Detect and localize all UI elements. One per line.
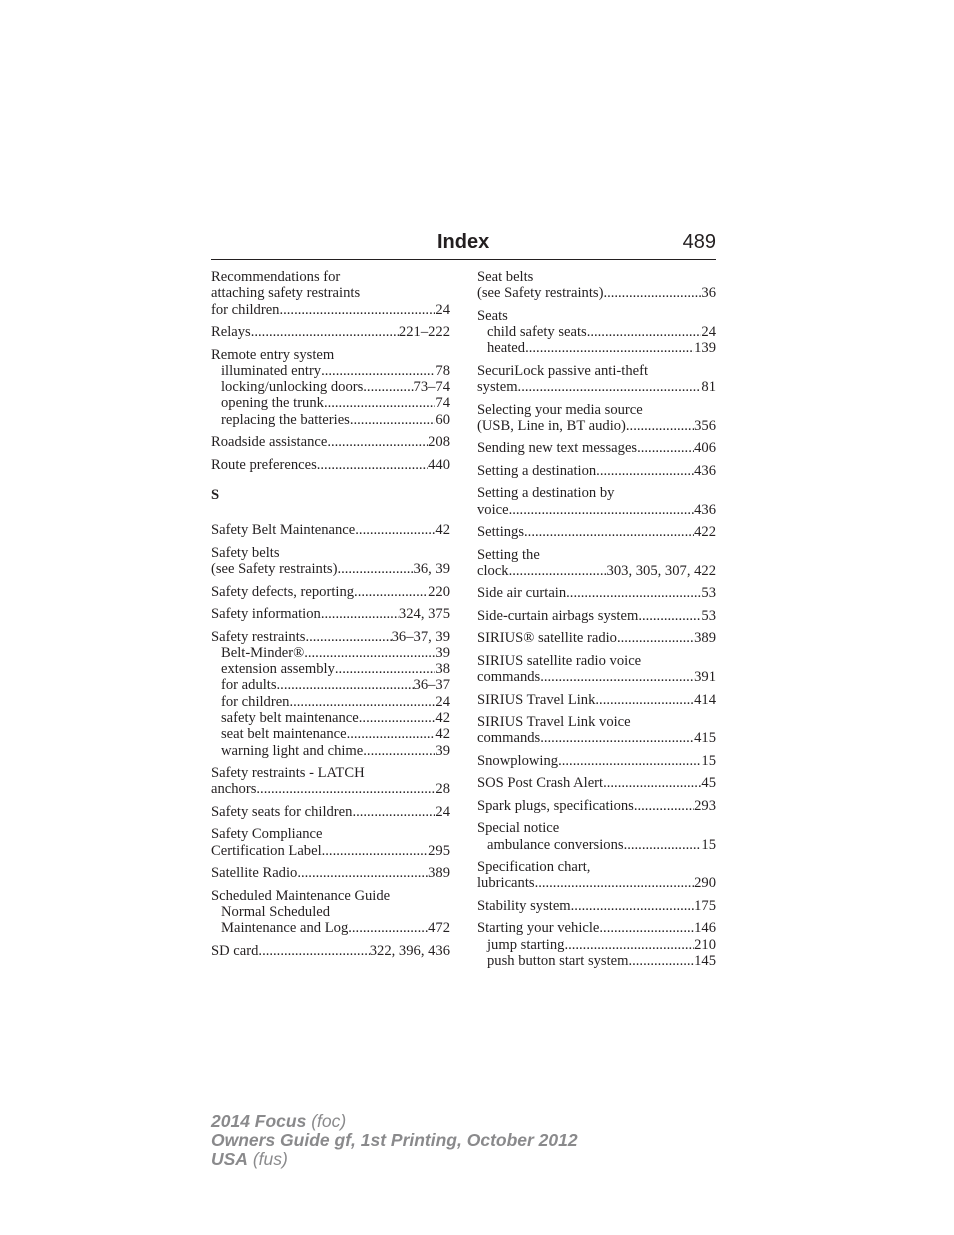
footer-model-code: (foc): [306, 1111, 347, 1131]
index-subentry: [211, 726, 450, 742]
entry-text: for children: [211, 301, 280, 318]
page-reference: 290: [694, 875, 716, 892]
index-subentry: [211, 379, 450, 395]
page-reference: 24: [435, 803, 450, 820]
entry-text: Safety Belt Maintenance: [211, 522, 356, 539]
page-reference: 208: [428, 434, 450, 451]
entry-text: Safety Compliance: [211, 826, 323, 843]
entry-text: for children: [221, 693, 290, 710]
index-entry-line: [211, 584, 450, 600]
index-subentry: [477, 837, 716, 853]
page-reference: 24: [435, 693, 450, 710]
index-entry-line: [477, 630, 716, 646]
dot-leader: [279, 302, 435, 318]
index-subentry: [211, 395, 450, 411]
dot-leader: [337, 561, 413, 577]
entry-text: push button start system: [487, 953, 629, 970]
entry-text: (see Safety restraints): [477, 285, 604, 302]
index-entry: [211, 522, 450, 538]
entry-text: seat belt maintenance: [221, 726, 347, 743]
index-entry-line: [211, 865, 450, 881]
entry-text: Safety belts: [211, 544, 280, 561]
page-reference: 406: [694, 440, 716, 457]
index-entry: [211, 584, 450, 600]
dot-leader: [297, 865, 428, 881]
index-subentry: [211, 412, 450, 428]
page-reference: 422: [694, 524, 716, 541]
page-reference: 324, 375: [398, 606, 450, 623]
entry-text: Side air curtain: [477, 585, 567, 602]
index-entry: [211, 943, 450, 959]
entry-text: child safety seats: [487, 324, 587, 341]
dot-leader: [566, 585, 701, 601]
entry-text: (USB, Line in, BT audio): [477, 417, 626, 434]
dot-leader: [305, 629, 391, 645]
entry-text: commands: [477, 730, 541, 747]
index-letter-heading: S: [211, 487, 220, 504]
index-entry-line: [477, 363, 716, 379]
index-entry: [477, 308, 716, 357]
entry-text: SecuriLock passive anti-theft: [477, 362, 649, 379]
entry-text: Setting the: [477, 546, 540, 563]
dot-leader: [354, 584, 428, 600]
entry-text: safety belt maintenance: [221, 710, 359, 727]
dot-leader: [363, 379, 413, 395]
index-entry-line: [477, 608, 716, 624]
dot-leader: [347, 726, 436, 742]
page-reference: 73–74: [413, 379, 450, 396]
dot-leader: [524, 524, 694, 540]
entry-text: opening the trunk: [221, 395, 324, 412]
dot-leader: [335, 661, 436, 677]
dot-leader: [540, 730, 694, 746]
index-entry-line: [211, 606, 450, 622]
page-reference: 15: [701, 752, 716, 769]
page-reference: 145: [694, 953, 716, 970]
index-entry-line: [211, 826, 450, 842]
dot-leader: [321, 606, 399, 622]
page-reference: 389: [428, 865, 450, 882]
page-reference: 440: [428, 456, 450, 473]
index-entry-line: [477, 547, 716, 563]
dot-leader: [628, 953, 694, 969]
index-entry-line: [477, 524, 716, 540]
entry-text: anchors: [211, 781, 257, 798]
dot-leader: [624, 837, 702, 853]
index-entry-line: [211, 888, 450, 904]
index-entry-line: [477, 402, 716, 418]
entry-text: Setting a destination: [477, 462, 597, 479]
index-entry-line: [211, 765, 450, 781]
index-entry: [477, 859, 716, 892]
index-entry-line: [211, 561, 450, 577]
index-entry-line: [477, 463, 716, 479]
dot-leader: [638, 608, 701, 624]
dot-leader: [256, 781, 435, 797]
entry-text: SOS Post Crash Alert: [477, 775, 604, 792]
index-entry-line: [477, 418, 716, 434]
entry-text: Safety defects, reporting: [211, 583, 355, 600]
index-subentry: [211, 661, 450, 677]
entry-text: Spark plugs, specifications: [477, 797, 634, 814]
entry-text: jump starting: [487, 936, 565, 953]
index-subentry: [477, 324, 716, 340]
dot-leader: [317, 457, 428, 473]
footer-line-market: [211, 1150, 578, 1169]
index-entry: [477, 269, 716, 302]
index-entry: [477, 585, 716, 601]
dot-leader: [251, 324, 399, 340]
dot-leader: [352, 804, 435, 820]
entry-text: warning light and chime: [221, 742, 364, 759]
index-entry: [211, 434, 450, 450]
index-entry-line: [477, 669, 716, 685]
entry-text: Route preferences: [211, 456, 317, 473]
index-entry-line: [211, 347, 450, 363]
entry-text: Seats: [477, 307, 508, 324]
footer-line-edition: [211, 1131, 578, 1150]
index-entry-line: [477, 798, 716, 814]
page-reference: 436: [694, 501, 716, 518]
entry-text: Snowplowing: [477, 752, 559, 769]
entry-text: voice: [477, 501, 509, 518]
index-entry: [211, 629, 450, 759]
index-subentry: [211, 363, 450, 379]
footer-model: 2014 Focus: [211, 1111, 307, 1131]
entry-text: heated: [487, 340, 526, 357]
entry-text: attaching safety restraints: [211, 285, 361, 302]
index-entry-line: [477, 775, 716, 791]
page-reference: 24: [435, 301, 450, 318]
entry-text: Relays: [211, 324, 251, 341]
index-entry-line: [477, 285, 716, 301]
dot-leader: [626, 418, 694, 434]
index-entry-line: [211, 434, 450, 450]
index-entry-line: [477, 379, 716, 395]
index-entry-line: [211, 943, 450, 959]
page-reference: 39: [435, 742, 450, 759]
index-entry: [477, 775, 716, 791]
page-reference: 28: [435, 781, 450, 798]
dot-leader: [540, 669, 694, 685]
page-reference: 74: [435, 395, 450, 412]
index-entry-line: [477, 730, 716, 746]
index-entry: [477, 608, 716, 624]
dot-leader: [348, 920, 428, 936]
entry-text: Special notice: [477, 820, 560, 837]
entry-text: Setting a destination by: [477, 485, 615, 502]
index-entry: [477, 547, 716, 580]
footer-market: USA: [211, 1149, 248, 1169]
index-entry: [477, 753, 716, 769]
entry-text: replacing the batteries: [221, 411, 350, 428]
entry-text: Sending new text messages: [477, 440, 638, 457]
entry-text: SIRIUS satellite radio voice: [477, 652, 642, 669]
page-reference: 414: [694, 691, 716, 708]
dot-leader: [525, 340, 694, 356]
index-entry-line: [477, 820, 716, 836]
page-reference: 391: [694, 669, 716, 686]
entry-text: Seat belts: [477, 269, 534, 285]
dot-leader: [558, 753, 701, 769]
entry-text: system: [477, 379, 518, 396]
index-entry: [477, 898, 716, 914]
page-reference: 472: [428, 920, 450, 937]
entry-text: commands: [477, 669, 541, 686]
index-entry-line: [477, 269, 716, 285]
index-entry-line: [211, 324, 450, 340]
index-entry-line: [477, 714, 716, 730]
index-entry: [477, 798, 716, 814]
page-reference: 81: [701, 379, 716, 396]
entry-text: Stability system: [477, 897, 571, 914]
entry-text: Side-curtain airbags system: [477, 607, 639, 624]
entry-text: illuminated entry: [221, 362, 322, 379]
page-reference: 36: [701, 285, 716, 302]
index-entry: [477, 653, 716, 686]
index-entry-line: [477, 485, 716, 501]
entry-text: Starting your vehicle: [477, 920, 600, 937]
footer-market-code: (fus): [247, 1149, 288, 1169]
index-subentry: [211, 645, 450, 661]
page-reference: 42: [435, 710, 450, 727]
entry-text: Maintenance and Log: [221, 920, 349, 937]
dot-leader: [518, 379, 702, 395]
entry-text: Roadside assistance: [211, 434, 328, 451]
dot-leader: [603, 775, 701, 791]
dot-leader: [359, 710, 436, 726]
page-reference: 303, 305, 307, 422: [606, 562, 716, 579]
index-entry-line: [477, 653, 716, 669]
dot-leader: [363, 743, 435, 759]
footer-edition: Owners Guide gf, 1st Printing, October 2012: [211, 1130, 578, 1150]
index-entry-line: [211, 522, 450, 538]
page-reference: 175: [694, 897, 716, 914]
index-entry: [211, 804, 450, 820]
dot-leader: [327, 434, 428, 450]
page-reference: 53: [701, 585, 716, 602]
entry-text: ambulance conversions: [487, 836, 624, 853]
entry-text: Safety information: [211, 606, 321, 623]
dot-leader: [324, 395, 435, 411]
index-entry: [477, 463, 716, 479]
index-entry: [477, 714, 716, 747]
index-entry-line: [477, 859, 716, 875]
index-subentry: [211, 920, 450, 936]
entry-text: SIRIUS Travel Link voice: [477, 714, 631, 731]
index-entry-line: [477, 585, 716, 601]
dot-leader: [617, 630, 694, 646]
page-reference: 24: [701, 324, 716, 341]
index-entry: [477, 524, 716, 540]
index-subentry: [211, 743, 450, 759]
entry-text: Belt-Minder®: [221, 644, 305, 661]
dot-leader: [634, 798, 694, 814]
page-reference: 293: [694, 797, 716, 814]
page-reference: 295: [428, 842, 450, 859]
dot-leader: [277, 677, 414, 693]
index-entry: [211, 865, 450, 881]
entry-text: Normal Scheduled: [221, 903, 331, 920]
index-entry: [211, 545, 450, 578]
index-subentry: [477, 937, 716, 953]
index-entry: [211, 324, 450, 340]
dot-leader: [355, 522, 435, 538]
dot-leader: [587, 324, 702, 340]
page-reference: 221–222: [398, 324, 450, 341]
entry-text: Selecting your media source: [477, 401, 643, 418]
index-entry-line: [477, 920, 716, 936]
page-reference: 139: [694, 340, 716, 357]
index-entry-line: [477, 502, 716, 518]
index-entry: [477, 363, 716, 396]
page-reference: 220: [428, 583, 450, 600]
page-reference: 78: [435, 362, 450, 379]
index-entry: [477, 402, 716, 435]
entry-text: Satellite Radio: [211, 865, 298, 882]
entry-text: SD card: [211, 942, 259, 959]
dot-leader: [595, 692, 694, 708]
index-entry: [477, 920, 716, 969]
index-entry: [477, 820, 716, 853]
index-entry: [211, 269, 450, 318]
dot-leader: [509, 502, 695, 518]
index-subentry: [211, 710, 450, 726]
index-subentry: [477, 953, 716, 969]
index-entry: [477, 485, 716, 518]
index-entry-line: [477, 563, 716, 579]
index-entry: [477, 630, 716, 646]
index-subentry: [211, 677, 450, 693]
page-reference: 436: [694, 462, 716, 479]
dot-leader: [322, 843, 428, 859]
index-subentry: [211, 694, 450, 710]
dot-leader: [599, 920, 694, 936]
page-reference: 36, 39: [413, 561, 450, 578]
page-reference: 36–37: [413, 677, 450, 694]
page-footer: [211, 1112, 578, 1169]
index-entry: [211, 347, 450, 428]
index-entry-line: [477, 898, 716, 914]
dot-leader: [535, 875, 695, 891]
entry-text: SIRIUS® satellite radio: [477, 630, 617, 647]
dot-leader: [596, 463, 694, 479]
index-column-left: [211, 269, 450, 965]
index-entry: [211, 826, 450, 859]
entry-text: Safety seats for children: [211, 803, 353, 820]
dot-leader: [637, 440, 694, 456]
dot-leader: [603, 285, 701, 301]
dot-leader: [509, 563, 607, 579]
index-entry-line: [477, 692, 716, 708]
index-column-right: [477, 269, 716, 976]
index-entry-line: [211, 545, 450, 561]
page-header: [211, 229, 716, 260]
dot-leader: [258, 943, 369, 959]
page-reference: 210: [694, 936, 716, 953]
index-entry: [211, 457, 450, 473]
page-reference: 322, 396, 436: [369, 942, 450, 959]
entry-text: Specification chart,: [477, 859, 591, 876]
entry-text: Recommendations for: [211, 269, 341, 285]
entry-text: Remote entry system: [211, 346, 335, 363]
index-entry-line: [477, 875, 716, 891]
entry-text: Safety restraints - LATCH: [211, 765, 365, 782]
dot-leader: [321, 363, 435, 379]
entry-text: Scheduled Maintenance Guide: [211, 887, 391, 904]
page-reference: 36–37, 39: [391, 628, 450, 645]
footer-line-model: [211, 1112, 578, 1131]
page-number: 489: [682, 231, 716, 253]
index-entry-line: [477, 440, 716, 456]
entry-text: Certification Label: [211, 842, 322, 859]
entry-text: for adults: [221, 677, 277, 694]
dot-leader: [304, 645, 435, 661]
page-reference: 38: [435, 661, 450, 678]
page-reference: 415: [694, 730, 716, 747]
index-subentry: [477, 340, 716, 356]
index-entry-line: [211, 804, 450, 820]
index-entry: [211, 606, 450, 622]
page-reference: 60: [435, 411, 450, 428]
entry-text: SIRIUS Travel Link: [477, 691, 596, 708]
dot-leader: [571, 898, 694, 914]
page-reference: 45: [701, 775, 716, 792]
index-entry-line: [211, 843, 450, 859]
index-entry: [477, 440, 716, 456]
page-reference: 146: [694, 920, 716, 937]
entry-text: extension assembly: [221, 661, 335, 678]
page-reference: 15: [701, 836, 716, 853]
index-entry-line: [211, 457, 450, 473]
entry-text: Settings: [477, 524, 525, 541]
index-entry-line: [477, 308, 716, 324]
entry-text: clock: [477, 562, 509, 579]
dot-leader: [350, 412, 436, 428]
index-entry: [211, 888, 450, 937]
page-reference: 356: [694, 417, 716, 434]
page-reference: 39: [435, 644, 450, 661]
page-reference: 389: [694, 630, 716, 647]
entry-text: Safety restraints: [211, 628, 306, 645]
page-reference: 53: [701, 607, 716, 624]
index-entry: [477, 692, 716, 708]
index-entry-line: [211, 285, 450, 301]
entry-text: (see Safety restraints): [211, 561, 338, 578]
index-entry-line: [211, 781, 450, 797]
page-reference: 42: [435, 726, 450, 743]
page-title: Index: [437, 231, 490, 253]
index-entry-line: [211, 302, 450, 318]
dot-leader: [564, 937, 694, 953]
index-entry-line: [477, 753, 716, 769]
index-entry-line: [211, 269, 450, 285]
index-entry-line: [211, 629, 450, 645]
page-reference: 42: [435, 522, 450, 539]
entry-text: lubricants: [477, 875, 535, 892]
index-subentry: [211, 904, 450, 920]
dot-leader: [289, 694, 435, 710]
entry-text: locking/unlocking doors: [221, 379, 364, 396]
index-entry: [211, 765, 450, 798]
